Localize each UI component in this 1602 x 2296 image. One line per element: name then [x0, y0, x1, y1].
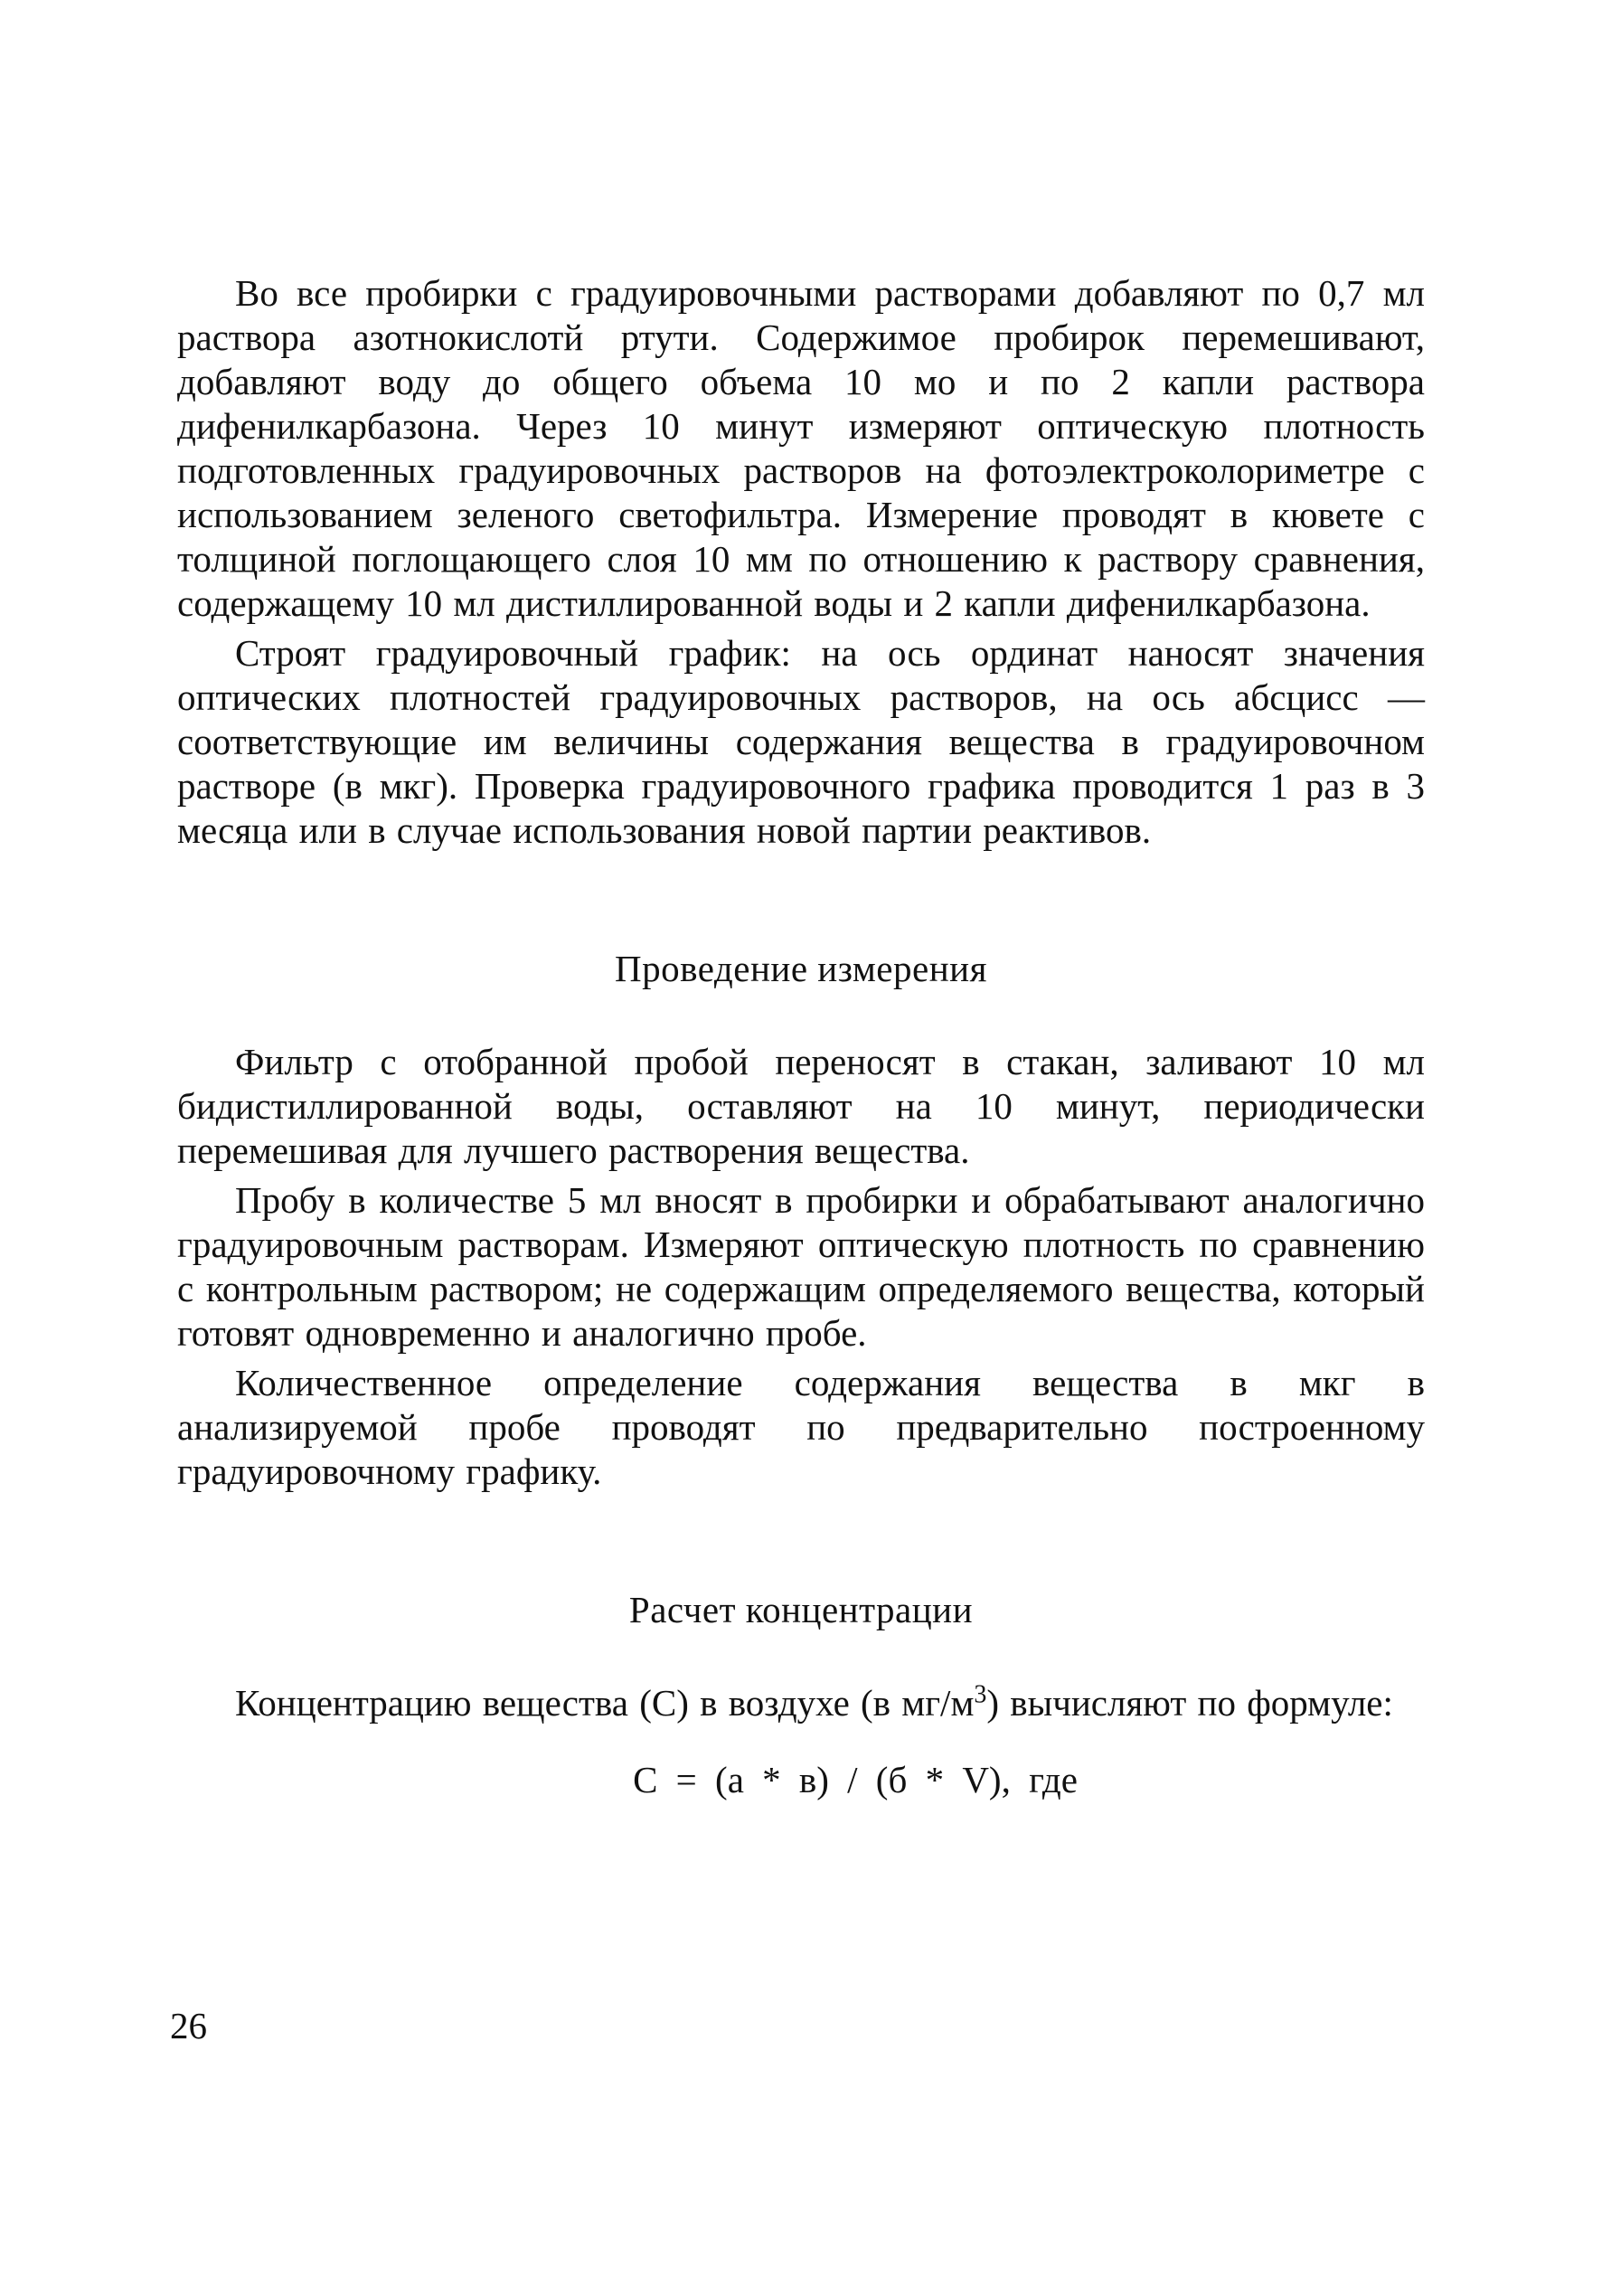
page-body: [177, 271, 1425, 1802]
formula: С = (а * в) / (б * V), где: [633, 1759, 1078, 1800]
paragraph: Строят градуировочный график: на ось ординат наносят значения оптических плотностей градуировочных растворов, на ось абсцисс — соответствующие им величины содержания вещества в градуировочном растворе (в мкг). Проверка градуировочного графика проводится 1 раз в 3 месяца или в случае использования новой партии реактивов.: [177, 632, 1425, 851]
concentration-text-before: Концентрацию вещества (С) в воздухе (в мг/м: [235, 1682, 975, 1724]
page-number: 26: [170, 2005, 207, 2046]
paragraph: Количественное определение содержания вещества в мкг в анализируемой пробе проводят по предварительно построенному градуировочному графику.: [177, 1362, 1425, 1492]
concentration-text-after: ) вычисляют по формуле:: [986, 1682, 1393, 1724]
paragraph: Пробу в количестве 5 мл вносят в пробирки и обрабатывают аналогично градуировочным растворам. Измеряют оптическую плотность по сравнению с контрольным раствором; не содержащим определяемого вещества, который готовят одновременно и аналогично пробе.: [177, 1179, 1425, 1354]
cubic-superscript: 3: [974, 1680, 987, 1709]
paragraph: Во все пробирки с градуировочными растворами добавляют по 0,7 мл раствора азотнокислотй ртути. Содержимое пробирок перемешивают, добавляют воду до общего объема 10 мо и по 2 капли раствора дифенилкарбазона. Через 10 минут измеряют оптическую плотность подготовленных градуировочных растворов на фотоэлектроколориметре с использованием зеленого светофильтра. Измерение проводят в кювете с толщиной поглощающего слоя 10 мм по отношению к раствору сравнения, содержащему 10 мл дистиллированной воды и 2 капли дифенилкарбазона.: [177, 272, 1425, 624]
paragraph: Фильтр с отобранной пробой переносят в стакан, заливают 10 мл бидистиллированной воды, оставляют на 10 минут, периодически перемешивая для лучшего растворения вещества.: [177, 1041, 1425, 1171]
section-heading-calculation: Расчет концентрации: [628, 1589, 974, 1630]
concentration-paragraph: [177, 1681, 1425, 1725]
section-heading-measurement: Проведение измерения: [615, 948, 987, 989]
